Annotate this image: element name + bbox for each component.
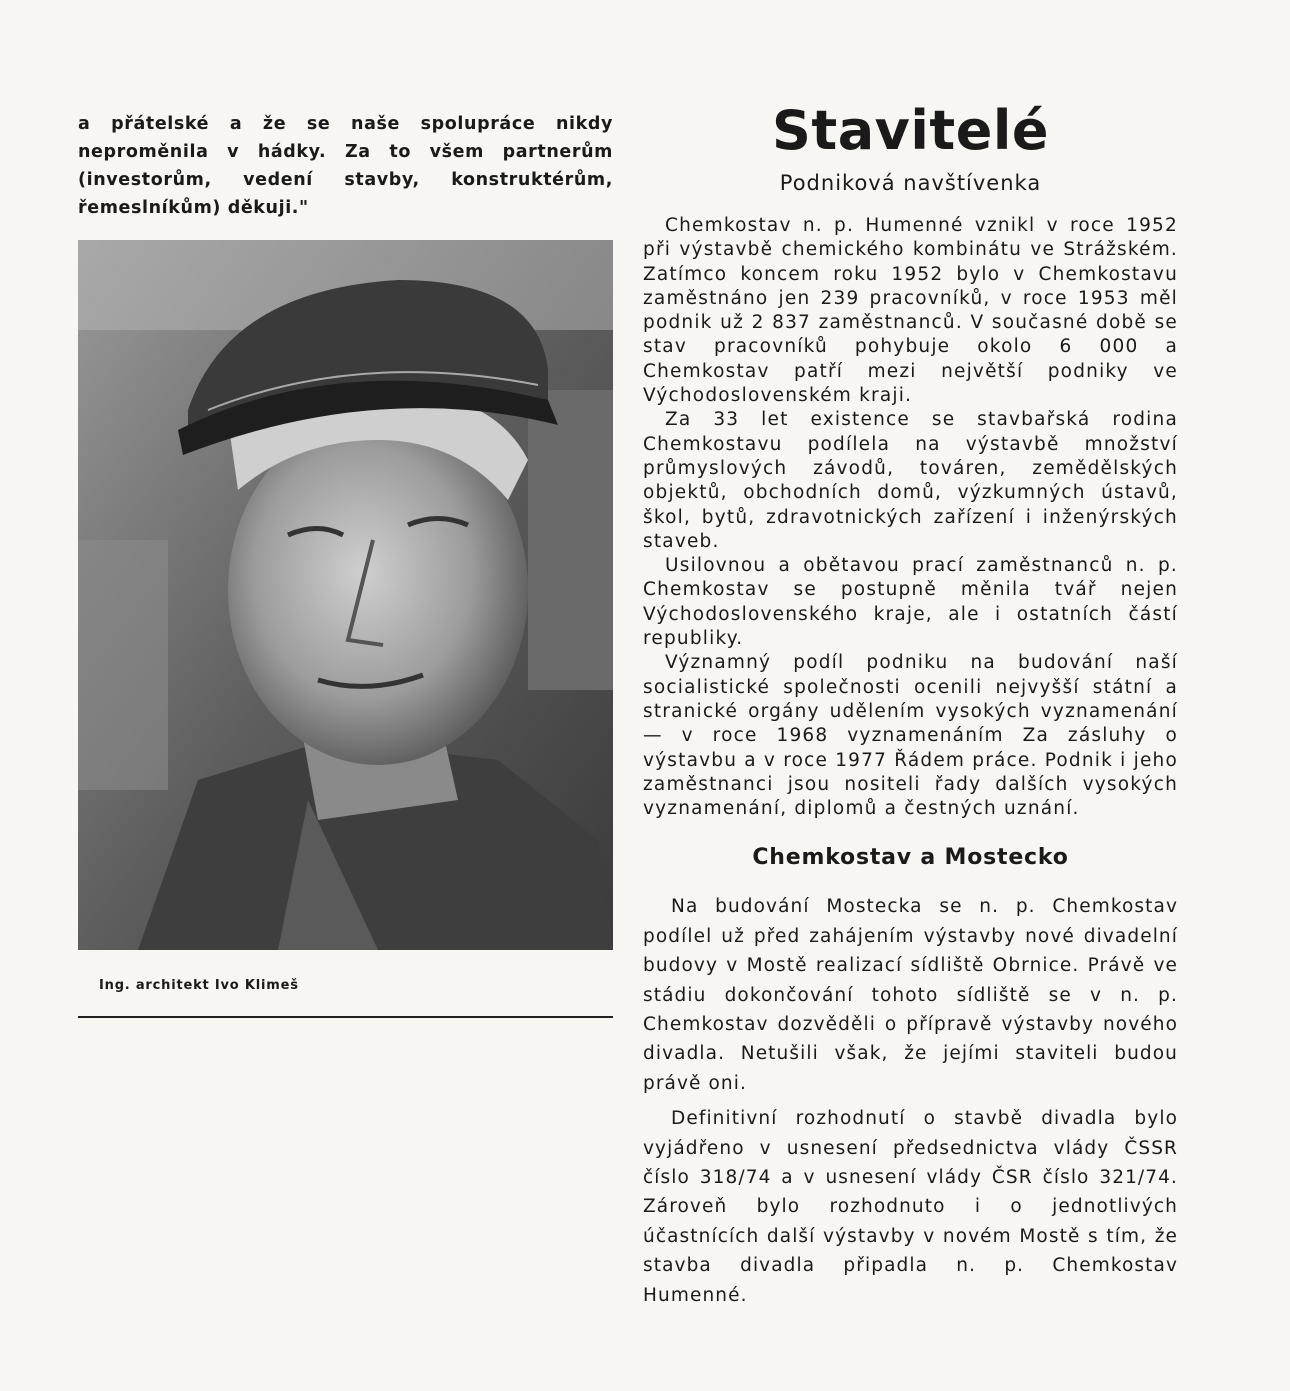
paragraph: Usilovnou a obětavou prací zaměstnanců n. p. Chemkostav se postupně měnila tvář nejen Východoslovenského kraje, ale i ostatních částí republiky. (643, 555, 1178, 650)
paragraph: Významný podíl podniku na budování naší socialistické společnosti ocenili nejvyšší státní a stranické orgány udělením vysokých vyznamenání — v roce 1968 vyznamenáním Za zásluhy o výstavbu a v roce 1977 Řádem práce. Podnik i jeho zaměstnanci jsou nositeli řady dalších vysokých vyznamenání, diplomů a čestných uznání. (643, 652, 1178, 820)
article-body (643, 214, 1178, 821)
paragraph: Na budování Mostecka se n. p. Chemkostav podílel už před zahájením výstavby nové divadelní budovy v Mostě realizací sídliště Obrnice. Právě ve stádiu dokončování tohoto sídliště se v n. p. Chemkostav dozvěděli o přípravě výstavby nového divadla. Netušili však, že jejími staviteli budou právě oni. (643, 896, 1178, 1094)
portrait-photo (78, 240, 613, 950)
section-heading: Chemkostav a Mostecko (752, 845, 1069, 871)
intro-quote: a přátelské a že se naše spolupráce nikdy neproměnila v hádky. Za to všem partnerům (investorům, vedení stavby, konstruktérům, řemeslníkům) děkuji." (78, 114, 613, 218)
divider-line (78, 1016, 613, 1018)
left-column (78, 110, 613, 222)
subtitle: Podniková navštívenka (779, 171, 1042, 195)
photo-caption: Ing. architekt Ivo Klimeš (99, 978, 299, 993)
page-title: Stavitelé (772, 99, 1049, 162)
paragraph: Za 33 let existence se stavbařská rodina Chemkostavu podílela na výstavbě množství průmyslových závodů, továren, zemědělských objektů, obchodních domů, výzkumných ústavů, škol, bytů, zdravotnických zařízení i inženýrských staveb. (643, 409, 1178, 552)
portrait-photo-icon (78, 240, 613, 950)
right-column (643, 100, 1178, 1310)
article-body-2 (643, 892, 1178, 1310)
paragraph: Chemkostav n. p. Humenné vznikl v roce 1952 při výstavbě chemického kombinátu ve Strážském. Zatímco koncem roku 1952 bylo v Chemkostavu zaměstnáno jen 239 pracovníků, v roce 1953 měl podnik už 2 837 zaměstnanců. V současné době se stav pracovníků pohybuje okolo 6 000 a Chemkostav patří mezi největší podniky ve Východoslovenském kraji. (643, 215, 1178, 407)
paragraph: Definitivní rozhodnutí o stavbě divadla bylo vyjádřeno v usnesení předsednictva vlády ČSSR číslo 318/74 a v usnesení vlády ČSR číslo 321/74. Zároveň bylo rozhodnuto i o jednotlivých účastnících další výstavby v novém Mostě s tím, že stavba divadla připadla n. p. Chemkostav Humenné. (643, 1108, 1178, 1306)
